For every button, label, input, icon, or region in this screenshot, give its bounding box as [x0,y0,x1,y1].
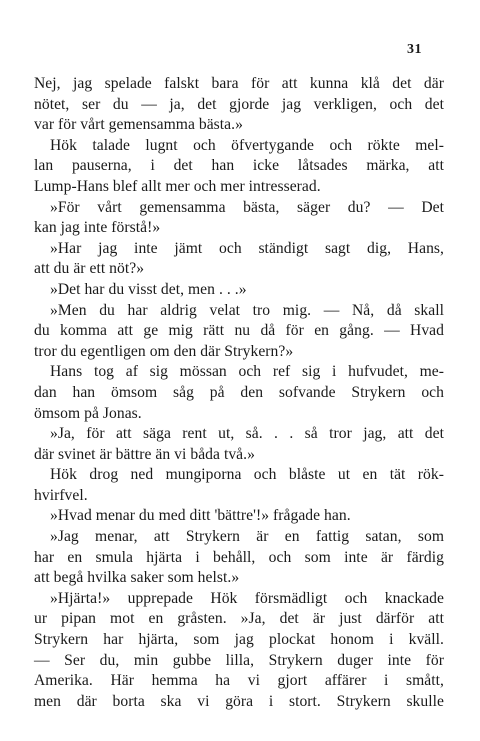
text-line: Nej, jag spelade falskt bara för att kunna klå det där [34,75,444,92]
text-line: att begå hvilka saker som helst.» [34,569,240,587]
page-number: 31 [407,42,422,57]
body-text [34,74,444,712]
text-line: »För vårt gemensamma bästa, säger du? — Det [50,198,444,216]
text-line: tror du egentligen om den där Strykern?» [34,342,294,360]
text-line: där svinet är bättre än vi båda två.» [34,445,255,463]
text-line: kan jag inte förstå!» [34,219,161,237]
text-line: du komma att ge mig rätt nu då för en gång. — Hvad [34,322,444,340]
text-line: »Jag menar, att Strykern är en fattig satan, som [50,528,444,546]
text-line: »Men du har aldrig velat tro mig. — Nå, då skall [50,301,444,319]
text-line: hvirfvel. [34,486,88,504]
text-line: Amerika. Här hemma ha vi gjort affärer i smått, [34,672,444,690]
text-line: Hök talade lugnt och öfvertygande och rökte mel- [50,136,444,154]
text-line: »Hjärta!» upprepade Hök försmädligt och knackade [50,589,444,607]
text-line: Lump-Hans blef allt mer och mer intresserad. [34,177,321,195]
text-line: Strykern har hjärta, som jag plockat honom i kväll. [34,631,444,649]
text-line: att du är ett nöt?» [34,260,145,278]
text-line: lan pauserna, i det han icke låtsades märka, att [34,157,444,175]
text-line: men där borta ska vi göra i stort. Strykern skulle [34,692,444,710]
text-line: »Har jag inte jämt och ständigt sagt dig, Hans, [50,239,444,257]
text-line: ur pipan mot en gråsten. »Ja, det är just därför att [34,610,444,628]
text-line: har en smula hjärta i behåll, och som inte är färdig [34,548,444,566]
text-line: »Det har du visst det, men . . .» [50,280,247,298]
text-line: Hans tog af sig mössan och ref sig i hufvudet, me- [50,363,444,381]
text-line: — Ser du, min gubbe lilla, Strykern duger inte för [34,651,444,669]
text-line: nötet, ser du — ja, det gjorde jag verkligen, och det [34,95,444,113]
text-line: »Hvad menar du med ditt 'bättre'!» frågade han. [50,507,351,525]
text-line: ömsom på Jonas. [34,404,142,422]
text-line: var för vårt gemensamma bästa.» [34,116,243,134]
text-line: »Ja, för att säga rent ut, så. . . så tror jag, att det [50,425,444,443]
text-line: dan han ömsom såg på den sofvande Strykern och [34,383,444,401]
text-line: Hök drog ned mungiporna och blåste ut en tät rök- [50,466,444,484]
